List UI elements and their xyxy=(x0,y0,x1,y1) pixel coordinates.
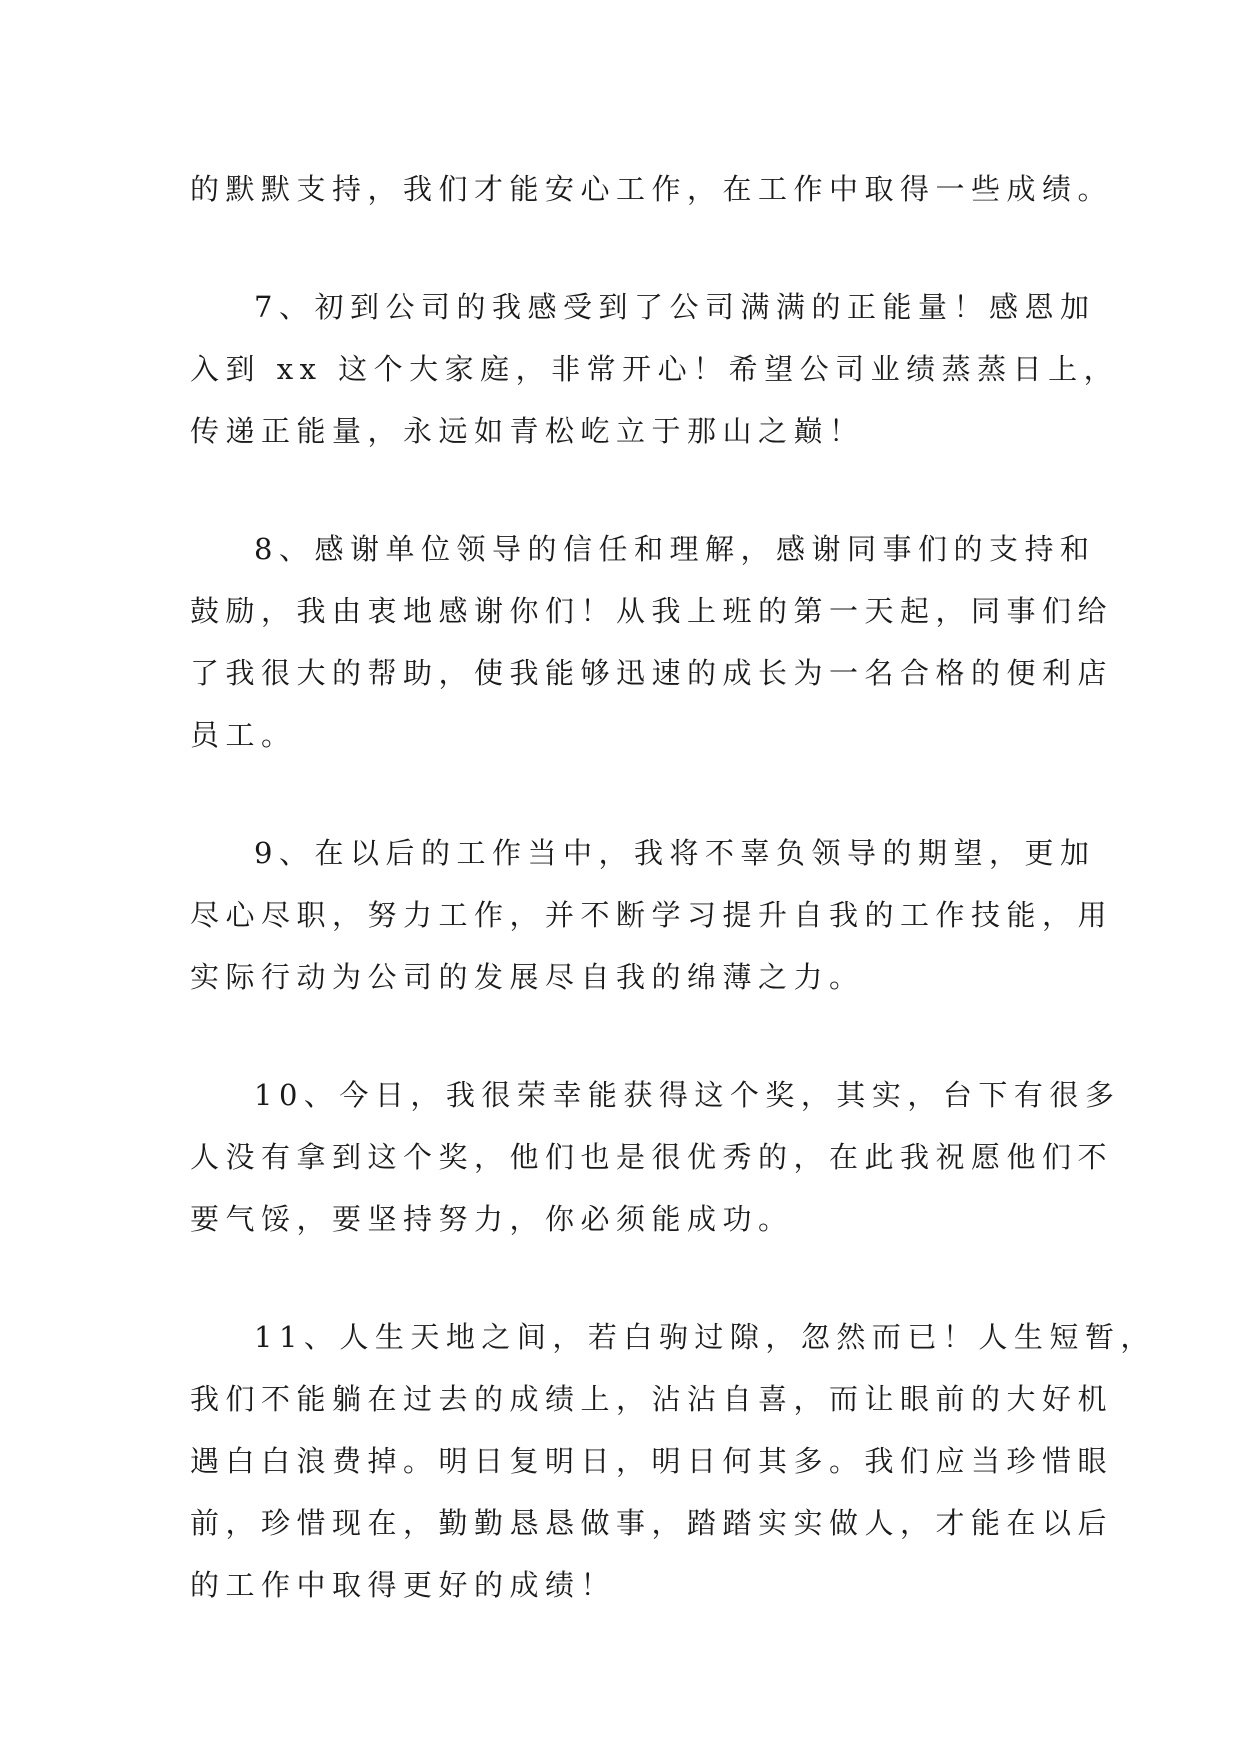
paragraph-11 xyxy=(190,1306,1156,1616)
text-line: 10、今日，我很荣幸能获得这个奖，其实，台下有很多 xyxy=(254,1078,1121,1112)
text-line: 8、感谢单位领导的信任和理解，感谢同事们的支持和 xyxy=(254,532,1096,566)
text-line: 7、初到公司的我感受到了公司满满的正能量！感恩加 xyxy=(254,290,1096,324)
paragraph-9 xyxy=(190,822,1114,1008)
text-line: 要气馁，要坚持努力，你必须能成功。 xyxy=(190,1202,794,1236)
text-line: 遇白白浪费掉。明日复明日，明日何其多。我们应当珍惜眼 xyxy=(190,1444,1114,1478)
text-line: 传递正能量，永远如青松屹立于那山之巅！ xyxy=(190,414,865,448)
paragraph-7 xyxy=(190,276,1120,462)
text-line: 鼓励，我由衷地感谢你们！从我上班的第一天起，同事们给 xyxy=(190,594,1114,628)
text-line: 9、在以后的工作当中，我将不辜负领导的期望，更加 xyxy=(254,836,1096,870)
text-line: 的工作中取得更好的成绩！ xyxy=(190,1568,617,1602)
text-line: 人没有拿到这个奖，他们也是很优秀的，在此我祝愿他们不 xyxy=(190,1140,1114,1174)
text-line: 我们不能躺在过去的成绩上，沾沾自喜，而让眼前的大好机 xyxy=(190,1382,1114,1416)
text-line: 入到 xx 这个大家庭，非常开心！希望公司业绩蒸蒸日上， xyxy=(190,352,1120,386)
text-line: 了我很大的帮助，使我能够迅速的成长为一名合格的便利店 xyxy=(190,656,1114,690)
text-line: 的默默支持，我们才能安心工作，在工作中取得一些成绩。 xyxy=(190,172,1114,206)
text-line: 尽心尽职，努力工作，并不断学习提升自我的工作技能，用 xyxy=(190,898,1114,932)
paragraph-continuation xyxy=(190,158,1114,220)
paragraph-10 xyxy=(190,1064,1121,1250)
document-body xyxy=(190,158,1156,1616)
paragraph-8 xyxy=(190,518,1114,766)
text-line: 前，珍惜现在，勤勤恳恳做事，踏踏实实做人，才能在以后 xyxy=(190,1506,1114,1540)
text-line: 实际行动为公司的发展尽自我的绵薄之力。 xyxy=(190,960,865,994)
text-line: 员工。 xyxy=(190,718,297,752)
text-line: 11、人生天地之间，若白驹过隙，忽然而已！人生短暂， xyxy=(254,1320,1156,1354)
